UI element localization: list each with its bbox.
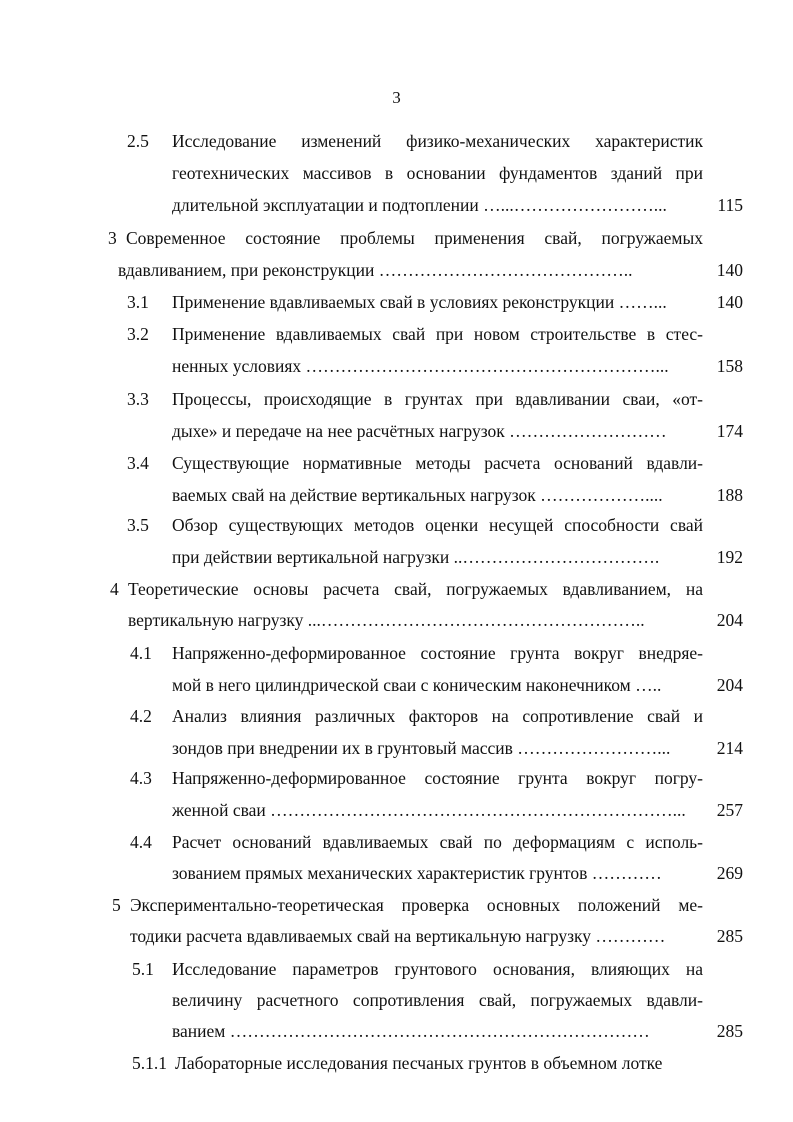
toc-num: 5 [112, 895, 121, 915]
toc-page: 140 [716, 260, 743, 280]
toc-text-line: Существующие нормативные методы расчета оснований вдавли- [172, 453, 703, 473]
toc-text-line: Расчет оснований вдавливаемых свай по деформациям с исполь- [172, 832, 703, 852]
toc-text-line: вдавливанием, при реконструкции …………………………………….. [118, 260, 633, 280]
toc-num: 4 [110, 579, 119, 599]
toc-page: 188 [716, 485, 743, 505]
page-number: 3 [392, 88, 401, 107]
toc-num: 4.4 [130, 832, 152, 852]
toc-num: 4.1 [130, 643, 152, 663]
toc-page: 204 [716, 610, 743, 630]
toc-text-line: Исследование параметров грунтового основания, влияющих на [172, 959, 703, 979]
toc-text-line: величину расчетного сопротивления свай, погружаемых вдавли- [172, 990, 703, 1010]
toc-text-line: мой в него цилиндрической сваи с коническим наконечником ….. [172, 675, 662, 695]
toc-text-line: дыхе» и передаче на нее расчётных нагрузок ……………………… [172, 421, 667, 441]
toc-num: 3 [108, 228, 117, 248]
toc-num: 4.2 [130, 706, 152, 726]
toc-text-line: Обзор существующих методов оценки несущей способности свай [172, 515, 703, 535]
toc-text-line: Лабораторные исследования песчаных грунтов в объемном лотке [175, 1053, 663, 1073]
toc-page: 140 [716, 292, 743, 312]
toc-page: 158 [716, 356, 743, 376]
toc-text-line: Применение вдавливаемых свай при новом строительстве в стес- [172, 324, 703, 344]
toc-text-line: Экспериментально-теоретическая проверка основных положений ме- [130, 895, 703, 915]
toc-text-line: Напряженно-деформированное состояние грунта вокруг внедряе- [172, 643, 703, 663]
toc-text-line: зондов при внедрении их в грунтовый массив ……………………... [172, 738, 671, 758]
toc-num: 3.5 [127, 515, 149, 535]
toc-page: 214 [716, 738, 743, 758]
toc-text-line: зованием прямых механических характеристик грунтов ………… [172, 863, 662, 883]
toc-text-line: Анализ влияния различных факторов на сопротивление свай и [172, 706, 703, 726]
toc-page: 285 [716, 926, 743, 946]
toc-text-line: ваемых свай на действие вертикальных нагрузок ……………….... [172, 485, 663, 505]
toc-page: 285 [716, 1021, 743, 1041]
toc-text-line: длительной эксплуатации и подтоплении …...……………………... [172, 195, 667, 215]
toc-text-line: Применение вдавливаемых свай в условиях реконструкции ……... [172, 292, 667, 312]
toc-text-line: Исследование изменений физико-механических характеристик [172, 131, 703, 151]
toc-num: 5.1.1 [132, 1053, 167, 1073]
toc-text-line: тодики расчета вдавливаемых свай на вертикальную нагрузку ………… [130, 926, 666, 946]
toc-page: 192 [716, 547, 743, 567]
toc-num: 5.1 [132, 959, 154, 979]
toc-text-line: геотехнических массивов в основании фундаментов зданий при [172, 163, 703, 183]
toc-num: 3.2 [127, 324, 149, 344]
toc-page: 204 [716, 675, 743, 695]
toc-page: 174 [716, 421, 743, 441]
toc-page: 257 [716, 800, 743, 820]
toc-num: 2.5 [127, 131, 149, 151]
toc-text-line: ненных условиях ……………………………………………………... [172, 356, 669, 376]
toc-text-line: при действии вертикальной нагрузки ..……………………………. [172, 547, 660, 567]
toc-text-line: Современное состояние проблемы применения свай, погружаемых [126, 228, 703, 248]
toc-text-line: ванием ……………………………………………………………… [172, 1021, 650, 1041]
toc-num: 3.4 [127, 453, 149, 473]
toc-num: 3.3 [127, 389, 149, 409]
toc-num: 3.1 [127, 292, 149, 312]
toc-text-line: вертикальную нагрузку ...……………………………………………….. [128, 610, 645, 630]
toc-num: 4.3 [130, 768, 152, 788]
toc-text-line: женной сваи ……………………………………………………………... [172, 800, 686, 820]
toc-text-line: Процессы, происходящие в грунтах при вдавливании сваи, «от- [172, 389, 703, 409]
toc-text-line: Напряженно-деформированное состояние грунта вокруг погру- [172, 768, 703, 788]
toc-page: 115 [717, 195, 743, 215]
toc-page: 269 [716, 863, 743, 883]
toc-text-line: Теоретические основы расчета свай, погружаемых вдавливанием, на [128, 579, 703, 599]
